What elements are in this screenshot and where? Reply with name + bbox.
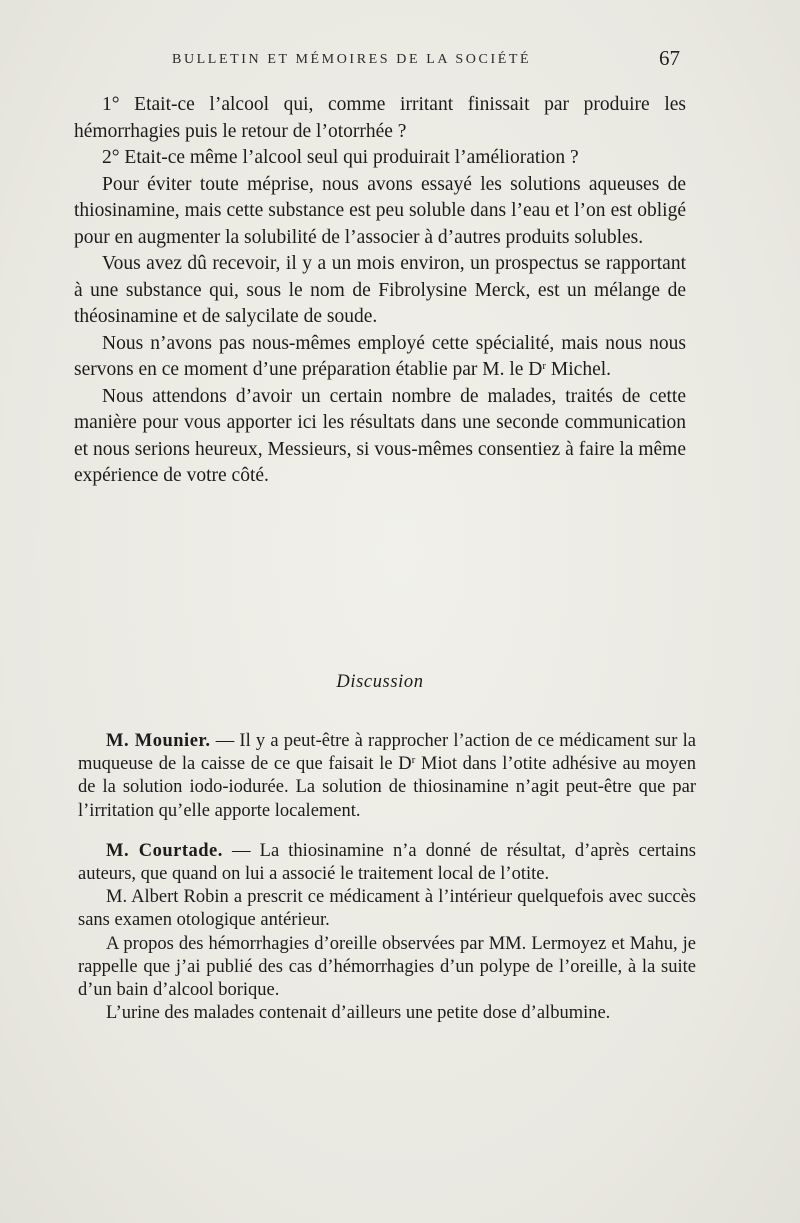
speaker-mounier: M. Mounier. [106, 731, 211, 751]
paragraph-hemorrhagies: A propos des hémorrhagies d’oreille observées par MM. Lermoyez et Mahu, je rappelle que j’ai publié des cas d’hémorrhagies d’un polype de l’oreille, à la suite d’un bain d’alcool borique. [78, 933, 696, 1001]
section-heading-discussion: Discussion [336, 672, 424, 692]
mounier-text-end: Miot dans l’otite adhésive au moyen de la solution iodo-iodurée. La solution de thiosinamine n’agit peut-être que par l’irritation qu’elle apporte localement. [78, 754, 697, 821]
doctor-abbrev-sup: r [542, 360, 547, 372]
mounier-text: — Il y a peut-être à rapprocher l’action de ce médicament sur la muqueuse de la caisse de ce que faisait le D [78, 731, 696, 775]
paragraph-results: Nous attendons d’avoir un certain nombre de malades, traités de cette manière pour vous apporter ici les résultats dans une seconde communication et nous serions heureux, Messieurs, si vous-mêmes consentiez à faire la même expérience de votre côté. [74, 385, 686, 486]
paragraph-preparation-text: Nous n’avons pas nous-mêmes employé cette spécialité, mais nous nous servons en ce moment d’une préparation établie par M. le D [74, 332, 686, 380]
paragraph-preparation-end: Michel. [546, 359, 612, 380]
page-number: 67 [659, 46, 680, 70]
spacer [78, 823, 696, 840]
paragraph-robin: M. Albert Robin a prescrit ce médicament à l’intérieur quelquefois avec succès sans examen otologique antérieur. [78, 887, 696, 931]
courtade-text: — La thiosinamine n’a donné de résultat, d’après certains auteurs, que quand on lui a associé le traitement local de l’otite. [78, 840, 697, 885]
doctor-abbrev-sup: r [411, 754, 416, 767]
paragraph-question-1: 1° Etait-ce l’alcool qui, comme irritant finissait par produire les hémorrhagies puis le retour de l’otorrhée ? [74, 94, 686, 142]
entry-courtade [78, 840, 696, 1026]
entry-mounier [78, 730, 696, 823]
discussion-section [78, 730, 696, 1025]
paragraph-solutions: Pour éviter toute méprise, nous avons essayé les solutions aqueuses de thiosinamine, mais cette substance est peu soluble dans l’eau et l’on est obligé pour en augmenter la solubilité de l’associer à d’autres produits solubles. [74, 173, 686, 248]
paragraph-fibrolysine: Vous avez dû recevoir, il y a un mois environ, un prospectus se rapportant à une substance qui, sous le nom de Fibrolysine Merck, est un mélange de théosinamine et de salycilate de soude. [74, 253, 686, 327]
speaker-courtade: M. Courtade. [106, 840, 223, 861]
page-header [150, 48, 680, 74]
paragraph-preparation [74, 331, 686, 384]
paragraph-question-2: 2° Etait-ce même l’alcool seul qui produirait l’amélioration ? [102, 147, 579, 168]
paragraph-courtade [78, 840, 696, 886]
running-head: BULLETIN ET MÉMOIRES DE LA SOCIÉTÉ [172, 52, 532, 67]
paragraph-mounier [78, 730, 696, 823]
paragraph-urine: L’urine des malades contenait d’ailleurs une petite dose d’albumine. [106, 1003, 611, 1024]
body-text [74, 92, 686, 490]
